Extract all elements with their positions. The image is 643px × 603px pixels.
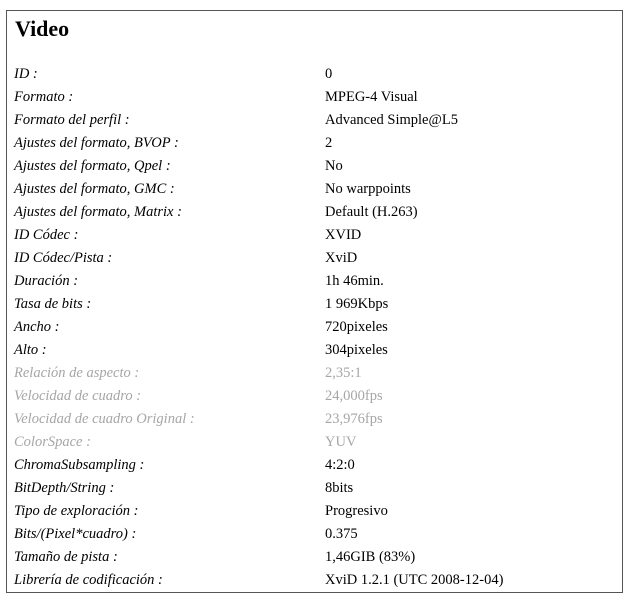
property-value: XviD 1.2.1 (UTC 2008-12-04) — [325, 572, 504, 588]
property-row — [7, 270, 622, 293]
property-label: Tipo de exploración : — [14, 503, 139, 519]
property-row — [7, 523, 622, 546]
property-label: Velocidad de cuadro Original : — [14, 411, 195, 427]
property-value: 23,976fps — [325, 411, 383, 427]
property-value: 1h 46min. — [325, 273, 384, 289]
property-row — [7, 431, 622, 454]
property-list — [7, 63, 622, 592]
property-label: Bits/(Pixel*cuadro) : — [14, 526, 137, 542]
property-row — [7, 569, 622, 592]
property-value: XVID — [325, 227, 362, 243]
property-row — [7, 362, 622, 385]
property-row — [7, 385, 622, 408]
property-row — [7, 454, 622, 477]
property-label: Alto : — [14, 342, 47, 358]
property-label: Ancho : — [14, 319, 60, 335]
property-label: Formato : — [14, 89, 74, 105]
property-label: Ajustes del formato, Matrix : — [14, 204, 182, 220]
property-value: 720pixeles — [325, 319, 388, 335]
property-row — [7, 339, 622, 362]
property-row — [7, 155, 622, 178]
property-row — [7, 63, 622, 86]
property-row — [7, 132, 622, 155]
property-value: 2 — [325, 135, 333, 151]
property-row — [7, 224, 622, 247]
property-value: Advanced Simple@L5 — [325, 112, 458, 128]
property-label: Librería de codificación : — [14, 572, 163, 588]
property-label: Ajustes del formato, Qpel : — [14, 158, 171, 174]
section-title: Video — [15, 16, 70, 41]
video-info-panel — [6, 10, 623, 593]
property-row — [7, 477, 622, 500]
property-value: 24,000fps — [325, 388, 383, 404]
property-label: ID Códec/Pista : — [14, 250, 113, 266]
property-value: XviD — [325, 250, 358, 266]
property-value: MPEG-4 Visual — [325, 89, 418, 105]
property-value: 8bits — [325, 480, 354, 496]
property-row — [7, 500, 622, 523]
property-label: ID Códec : — [14, 227, 79, 243]
property-row — [7, 546, 622, 569]
property-label: Velocidad de cuadro : — [14, 388, 142, 404]
property-row — [7, 86, 622, 109]
property-row — [7, 247, 622, 270]
property-row — [7, 293, 622, 316]
property-label: Formato del perfil : — [14, 112, 130, 128]
property-label: Tasa de bits : — [14, 296, 92, 312]
property-label: Ajustes del formato, GMC : — [14, 181, 175, 197]
property-row — [7, 178, 622, 201]
property-label: Relación de aspecto : — [14, 365, 140, 381]
property-row — [7, 316, 622, 339]
property-label: ID : — [14, 66, 38, 82]
property-value: 0 — [325, 66, 333, 82]
property-label: BitDepth/String : — [14, 480, 115, 496]
property-row — [7, 408, 622, 431]
property-value: 0.375 — [325, 526, 358, 542]
property-value: 1 969Kbps — [325, 296, 389, 312]
property-value: 1,46GIB (83%) — [325, 549, 416, 565]
property-value: 304pixeles — [325, 342, 388, 358]
property-label: Duración : — [14, 273, 79, 289]
property-label: Tamaño de pista : — [14, 549, 118, 565]
property-value: Progresivo — [325, 503, 388, 519]
property-value: 2,35:1 — [325, 365, 362, 381]
property-value: No — [325, 158, 343, 174]
property-row — [7, 201, 622, 224]
property-value: Default (H.263) — [325, 204, 418, 220]
property-value: YUV — [325, 434, 357, 450]
property-value: 4:2:0 — [325, 457, 355, 473]
property-row — [7, 109, 622, 132]
property-value: No warppoints — [325, 181, 411, 197]
property-label: Ajustes del formato, BVOP : — [14, 135, 179, 151]
property-label: ChromaSubsampling : — [14, 457, 145, 473]
property-label: ColorSpace : — [14, 434, 91, 450]
